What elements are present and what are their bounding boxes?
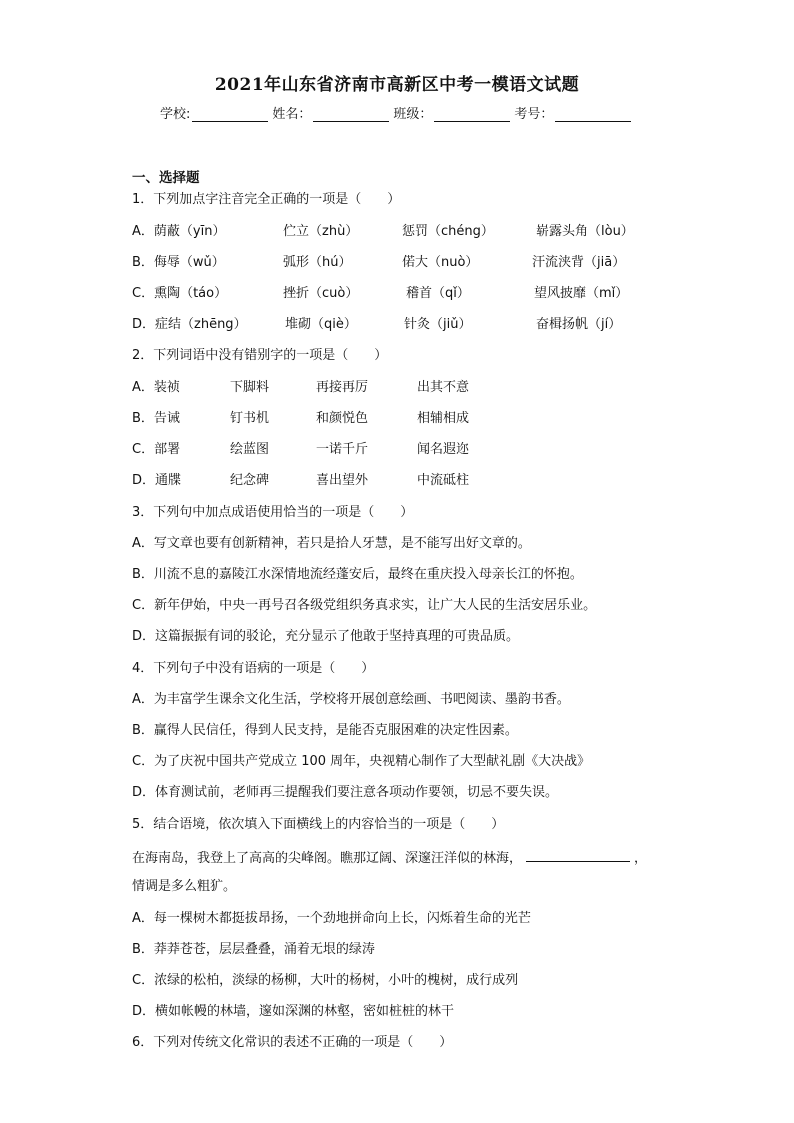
q5-option-b[interactable]: B．莽莽苍苍，层层叠叠，涌着无垠的绿涛 bbox=[132, 942, 375, 957]
q1-option-b-3: 偌大（nuò） bbox=[402, 255, 479, 270]
school-blank[interactable] bbox=[192, 107, 268, 122]
q2-option-d-1[interactable]: D．通牒 bbox=[132, 473, 182, 488]
q4-option-d[interactable]: D．体育测试前，老师再三提醒我们要注意各项动作要领，切忌不要失误。 bbox=[132, 785, 559, 800]
q5-option-d[interactable]: D．横如帐幔的林墙，邃如深渊的林壑，密如桩桩的林干 bbox=[132, 1004, 455, 1019]
question-4-stem: 4．下列句子中没有语病的一项是（ ） bbox=[132, 661, 375, 676]
q2-option-b-2: 钉书机 bbox=[230, 411, 270, 426]
q1-option-a-2: 伫立（zhù） bbox=[283, 224, 359, 239]
q1-option-c-1[interactable]: C．熏陶（táo） bbox=[132, 286, 228, 301]
q1-option-b-2: 弧形（hú） bbox=[283, 255, 352, 270]
q1-option-a-1[interactable]: A．荫蔽（yīn） bbox=[132, 224, 226, 239]
name-blank[interactable] bbox=[313, 107, 389, 122]
q5-context-line-1 bbox=[132, 847, 647, 868]
q5-option-a[interactable]: A．每一棵树木都挺拔昂扬，一个劲地拼命向上长，闪烁着生命的光芒 bbox=[132, 911, 531, 926]
question-5-stem: 5．结合语境，依次填入下面横线上的内容恰当的一项是（ ） bbox=[132, 817, 505, 832]
q1-option-a-3: 惩罚（chéng） bbox=[402, 224, 494, 239]
q2-option-b-3: 和颜悦色 bbox=[316, 411, 369, 426]
q1-option-c-3: 稽首（qǐ） bbox=[406, 286, 470, 301]
q2-option-c-2: 绘蓝图 bbox=[230, 442, 270, 457]
q3-option-c[interactable]: C．新年伊始，中央一再号召各级党组织务真求实，让广大人民的生活安居乐业。 bbox=[132, 598, 597, 613]
school-label: 学校: bbox=[160, 107, 191, 122]
q1-option-d-1[interactable]: D．症结（zhēng） bbox=[132, 317, 247, 332]
q1-option-d-2: 堆砌（qiè） bbox=[285, 317, 357, 332]
question-3-stem: 3．下列句中加点成语使用恰当的一项是（ ） bbox=[132, 505, 414, 520]
q1-option-d-4: 奋楫扬帆（jí） bbox=[536, 317, 622, 332]
q1-option-b-1[interactable]: B．侮辱（wǔ） bbox=[132, 255, 225, 270]
q4-option-c[interactable]: C．为了庆祝中国共产党成立 100 周年，央视精心制作了大型献礼剧《大决战》 bbox=[132, 754, 591, 769]
q1-option-b-4: 汗流浃背（jiā） bbox=[532, 255, 626, 270]
question-2-stem: 2．下列词语中没有错别字的一项是（ ） bbox=[132, 348, 388, 363]
number-label: 考号： bbox=[514, 107, 554, 122]
q5-context-text: 在海南岛，我登上了高高的尖峰阁。瞧那辽阔、深邃汪洋似的林海， bbox=[132, 851, 523, 866]
number-blank[interactable] bbox=[555, 107, 631, 122]
q1-option-c-2: 挫折（cuò） bbox=[283, 286, 359, 301]
q3-option-d[interactable]: D．这篇振振有词的驳论，充分显示了他敢于坚持真理的可贵品质。 bbox=[132, 629, 520, 644]
class-blank[interactable] bbox=[434, 107, 510, 122]
q2-option-c-1[interactable]: C．部署 bbox=[132, 442, 181, 457]
q5-context-comma: ， bbox=[634, 851, 648, 866]
section-heading: 一、选择题 bbox=[132, 170, 200, 186]
q5-answer-blank[interactable] bbox=[526, 847, 630, 862]
q2-option-c-4: 闻名遐迩 bbox=[417, 442, 470, 457]
q2-option-b-1[interactable]: B．告诫 bbox=[132, 411, 180, 426]
question-6-stem: 6．下列对传统文化常识的表述不正确的一项是（ ） bbox=[132, 1035, 453, 1050]
class-label: 班级： bbox=[393, 107, 433, 122]
q1-option-c-4: 望风披靡（mǐ） bbox=[534, 286, 629, 301]
q2-option-d-4: 中流砥柱 bbox=[417, 473, 470, 488]
q2-option-d-2: 纪念碑 bbox=[230, 473, 270, 488]
q2-option-a-2: 下脚料 bbox=[230, 380, 270, 395]
q2-option-b-4: 相辅相成 bbox=[417, 411, 470, 426]
q2-option-a-4: 出其不意 bbox=[417, 380, 470, 395]
q2-option-d-3: 喜出望外 bbox=[316, 473, 369, 488]
q3-option-b[interactable]: B．川流不息的嘉陵江水深情地流经蓬安后，最终在重庆投入母亲长江的怀抱。 bbox=[132, 567, 583, 582]
q2-option-c-3: 一诺千斤 bbox=[316, 442, 369, 457]
q3-option-a[interactable]: A．写文章也要有创新精神，若只是拾人牙慧，是不能写出好文章的。 bbox=[132, 536, 531, 551]
q2-option-a-3: 再接再厉 bbox=[316, 380, 369, 395]
student-info-row bbox=[160, 103, 635, 122]
q5-option-c[interactable]: C．浓绿的松柏，淡绿的杨柳，大叶的杨树，小叶的槐树，成行成列 bbox=[132, 973, 519, 988]
page-title: 2021年山东省济南市高新区中考一模语文试题 bbox=[214, 75, 580, 95]
q2-option-a-1[interactable]: A．装祯 bbox=[132, 380, 180, 395]
question-1-stem: 1．下列加点字注音完全正确的一项是（ ） bbox=[132, 192, 401, 207]
q4-option-a[interactable]: A．为丰富学生课余文化生活，学校将开展创意绘画、书吧阅读、墨韵书香。 bbox=[132, 692, 570, 707]
q4-option-b[interactable]: B．赢得人民信任，得到人民支持，是能否克服困难的决定性因素。 bbox=[132, 723, 518, 738]
name-label: 姓名： bbox=[272, 107, 312, 122]
q1-option-d-3: 针灸（jiǔ） bbox=[404, 317, 472, 332]
q5-context-line-2: 情调是多么粗犷。 bbox=[132, 879, 237, 894]
q1-option-a-4: 崭露头角（lòu） bbox=[536, 224, 634, 239]
